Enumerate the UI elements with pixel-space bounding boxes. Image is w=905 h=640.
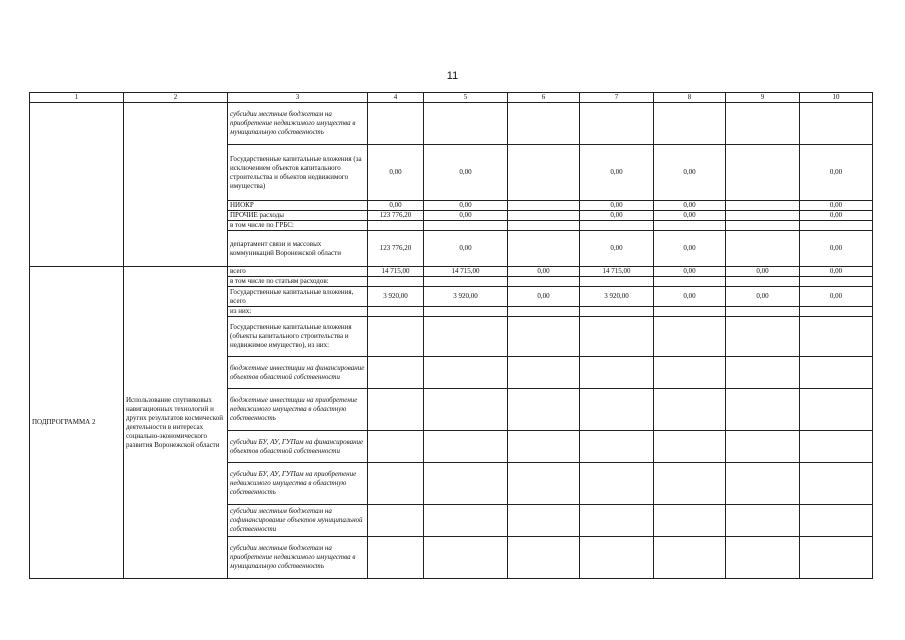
- value-cell: [580, 431, 654, 463]
- value-cell: [368, 357, 424, 389]
- value-cell: [368, 389, 424, 431]
- subprogram-name: Использование спутниковых навигационных технологий и других результатов космической деятельности в интересах социально-экономического развития Воронежской области: [124, 267, 228, 579]
- column-header: 6: [508, 93, 580, 103]
- value-cell: [726, 463, 800, 505]
- column-header: 2: [124, 93, 228, 103]
- value-cell: 0,00: [580, 145, 654, 201]
- value-cell: 0,00: [424, 201, 508, 211]
- value-cell: [508, 307, 580, 317]
- value-cell: [508, 145, 580, 201]
- value-cell: 0,00: [508, 267, 580, 277]
- value-cell: [424, 389, 508, 431]
- value-cell: [726, 277, 800, 287]
- value-cell: [508, 103, 580, 145]
- value-cell: [368, 463, 424, 505]
- value-cell: [508, 357, 580, 389]
- value-cell: [654, 103, 726, 145]
- row-label: бюджетные инвестиции на приобретение недвижимого имущества в областную собственность: [228, 389, 368, 431]
- value-cell: [654, 317, 726, 357]
- value-cell: [368, 537, 424, 579]
- value-cell: [654, 357, 726, 389]
- value-cell: 0,00: [800, 201, 873, 211]
- value-cell: 0,00: [654, 201, 726, 211]
- row-label: субсидии местным бюджетам на приобретение недвижимого имущества в муниципальную собственность: [228, 537, 368, 579]
- value-cell: 0,00: [654, 231, 726, 267]
- row-label: Государственные капитальные вложения (за исключением объектов капитального строительства и объектов недвижимого имущества): [228, 145, 368, 201]
- value-cell: [726, 307, 800, 317]
- value-cell: 3 920,00: [368, 287, 424, 307]
- value-cell: [800, 221, 873, 231]
- column-header: 9: [726, 93, 800, 103]
- value-cell: [800, 103, 873, 145]
- value-cell: [580, 505, 654, 537]
- empty-name-cell: [124, 103, 228, 267]
- value-cell: [800, 317, 873, 357]
- value-cell: 0,00: [726, 287, 800, 307]
- value-cell: [508, 201, 580, 211]
- row-label: в том числе по ГРБС:: [228, 221, 368, 231]
- value-cell: [508, 463, 580, 505]
- row-label: бюджетные инвестиции на финансирование объектов областной собственности: [228, 357, 368, 389]
- block2-rows: [30, 267, 873, 579]
- value-cell: [508, 211, 580, 221]
- value-cell: [424, 317, 508, 357]
- value-cell: [726, 357, 800, 389]
- value-cell: 0,00: [580, 211, 654, 221]
- value-cell: [508, 431, 580, 463]
- value-cell: [580, 277, 654, 287]
- value-cell: [508, 537, 580, 579]
- column-header: 8: [654, 93, 726, 103]
- value-cell: [726, 317, 800, 357]
- value-cell: 0,00: [800, 211, 873, 221]
- value-cell: [368, 307, 424, 317]
- value-cell: 0,00: [580, 201, 654, 211]
- value-cell: 0,00: [654, 211, 726, 221]
- value-cell: 0,00: [800, 287, 873, 307]
- value-cell: [424, 103, 508, 145]
- value-cell: [580, 463, 654, 505]
- value-cell: [368, 505, 424, 537]
- value-cell: [368, 317, 424, 357]
- value-cell: [424, 537, 508, 579]
- value-cell: [726, 145, 800, 201]
- value-cell: 0,00: [508, 287, 580, 307]
- value-cell: 14 715,00: [368, 267, 424, 277]
- value-cell: 0,00: [654, 145, 726, 201]
- value-cell: 3 920,00: [424, 287, 508, 307]
- value-cell: [508, 277, 580, 287]
- value-cell: 0,00: [368, 201, 424, 211]
- value-cell: [726, 537, 800, 579]
- row-label: субсидии местным бюджетам на приобретение недвижимого имущества в муниципальную собственность: [228, 103, 368, 145]
- value-cell: [508, 221, 580, 231]
- row-label: субсидии БУ, АУ, ГУПам на приобретение недвижимого имущества в областную собственность: [228, 463, 368, 505]
- row-label: всего: [228, 267, 368, 277]
- header-row: [30, 93, 873, 103]
- value-cell: 0,00: [424, 231, 508, 267]
- value-cell: [726, 231, 800, 267]
- value-cell: [800, 463, 873, 505]
- value-cell: [654, 463, 726, 505]
- value-cell: [800, 277, 873, 287]
- value-cell: [424, 463, 508, 505]
- table-row: [30, 103, 873, 145]
- value-cell: [508, 231, 580, 267]
- column-header: 4: [368, 93, 424, 103]
- value-cell: 123 776,20: [368, 211, 424, 221]
- value-cell: 0,00: [424, 211, 508, 221]
- value-cell: [800, 537, 873, 579]
- value-cell: [726, 505, 800, 537]
- row-label: ПРОЧИЕ расходы: [228, 211, 368, 221]
- empty-program-cell: [30, 103, 124, 267]
- row-label: департамент связи и массовых коммуникаций Воронежской области: [228, 231, 368, 267]
- row-label: субсидии местным бюджетам на софинансирование объектов муниципальной собственности: [228, 505, 368, 537]
- value-cell: [654, 505, 726, 537]
- value-cell: 14 715,00: [580, 267, 654, 277]
- value-cell: [368, 221, 424, 231]
- value-cell: [580, 357, 654, 389]
- value-cell: [580, 221, 654, 231]
- value-cell: [580, 537, 654, 579]
- value-cell: [726, 221, 800, 231]
- value-cell: [508, 505, 580, 537]
- value-cell: [654, 431, 726, 463]
- value-cell: 14 715,00: [424, 267, 508, 277]
- value-cell: [580, 389, 654, 431]
- page-number: 11: [446, 70, 459, 82]
- column-header: 5: [424, 93, 508, 103]
- column-header: 7: [580, 93, 654, 103]
- value-cell: [424, 307, 508, 317]
- row-label: Государственные капитальные вложения, всего: [228, 287, 368, 307]
- value-cell: [424, 357, 508, 389]
- value-cell: [580, 103, 654, 145]
- value-cell: [800, 431, 873, 463]
- value-cell: 0,00: [800, 145, 873, 201]
- value-cell: [508, 389, 580, 431]
- value-cell: 0,00: [654, 267, 726, 277]
- value-cell: [800, 505, 873, 537]
- value-cell: 3 920,00: [580, 287, 654, 307]
- column-header: 1: [30, 93, 124, 103]
- value-cell: [508, 317, 580, 357]
- value-cell: [424, 221, 508, 231]
- table-row: [30, 267, 873, 277]
- value-cell: [800, 389, 873, 431]
- value-cell: 0,00: [654, 287, 726, 307]
- value-cell: [580, 307, 654, 317]
- value-cell: 0,00: [800, 267, 873, 277]
- value-cell: 0,00: [580, 231, 654, 267]
- row-label: Государственные капитальные вложения (объекты капитального строительства и недвижимое имущество), из них:: [228, 317, 368, 357]
- value-cell: [654, 307, 726, 317]
- row-label: в том числе по статьям расходов:: [228, 277, 368, 287]
- value-cell: 0,00: [800, 231, 873, 267]
- value-cell: [726, 389, 800, 431]
- value-cell: 123 776,20: [368, 231, 424, 267]
- row-label: НИОКР: [228, 201, 368, 211]
- value-cell: [726, 211, 800, 221]
- value-cell: [424, 505, 508, 537]
- value-cell: 0,00: [726, 267, 800, 277]
- row-label: субсидии БУ, АУ, ГУПам на финансирование объектов областной собственности: [228, 431, 368, 463]
- value-cell: [424, 277, 508, 287]
- budget-table: [29, 92, 873, 579]
- value-cell: 0,00: [424, 145, 508, 201]
- value-cell: [368, 277, 424, 287]
- value-cell: [424, 431, 508, 463]
- value-cell: 0,00: [368, 145, 424, 201]
- value-cell: [654, 277, 726, 287]
- column-header: 3: [228, 93, 368, 103]
- subprogram-label: ПОДПРОГРАММА 2: [30, 267, 124, 579]
- value-cell: [800, 357, 873, 389]
- value-cell: [726, 103, 800, 145]
- value-cell: [654, 537, 726, 579]
- value-cell: [654, 221, 726, 231]
- block1-rows: [30, 103, 873, 267]
- value-cell: [800, 307, 873, 317]
- value-cell: [368, 431, 424, 463]
- row-label: из них:: [228, 307, 368, 317]
- value-cell: [726, 431, 800, 463]
- value-cell: [368, 103, 424, 145]
- value-cell: [726, 201, 800, 211]
- value-cell: [654, 389, 726, 431]
- column-header: 10: [800, 93, 873, 103]
- value-cell: [580, 317, 654, 357]
